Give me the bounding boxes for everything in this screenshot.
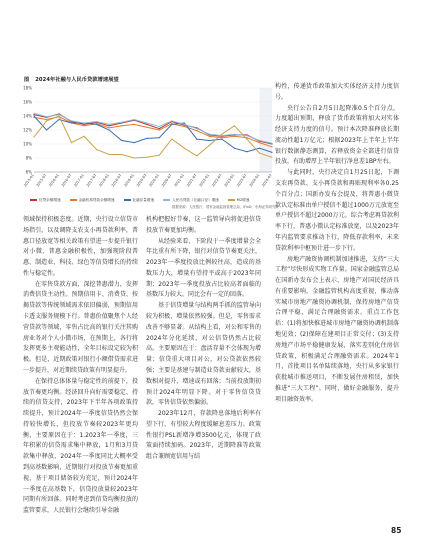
paragraph: 央行公告自2月5日起降准0.5个百分点，力度超出预期，释放了货币政策将加大对实体经济支持力度的信号。预计本次降准释放长期流动性超1万亿元；根据2023年上半年上半年银行数据静态测算，若释放资金全部进行信贷投放，有助增厚上半年银行净息差1BP左右。 xyxy=(275,104,399,166)
legend-label: 信贷余额增速 xyxy=(39,198,61,202)
series-point-4 xyxy=(121,154,122,155)
legend-item xyxy=(163,198,219,203)
series-point-4 xyxy=(109,154,110,155)
series-point-3 xyxy=(84,122,85,123)
x-tick-label: 2015-07 xyxy=(35,173,48,188)
series-point-3 xyxy=(134,119,135,120)
series-point-3 xyxy=(159,126,160,127)
series-point-3 xyxy=(259,140,260,141)
series-point-4 xyxy=(196,155,197,156)
series-point-1 xyxy=(209,136,210,137)
legend-swatch xyxy=(124,199,131,201)
series-point-2 xyxy=(209,140,210,141)
series-point-3 xyxy=(271,143,272,144)
text-column-left xyxy=(23,215,138,517)
series-point-3 xyxy=(109,124,110,125)
series-point-1 xyxy=(184,126,185,127)
series-point-3 xyxy=(184,124,185,125)
series-point-3 xyxy=(58,114,59,115)
x-tick-label: 2024-07 xyxy=(261,173,273,188)
x-tick-label: 2018-01 xyxy=(98,173,110,188)
series-point-4 xyxy=(58,115,59,116)
paragraph: 房地产融资协调机制加速推进，支持“三大工程”尽快形成实物工作量。国家金融监管总局在国新办发布会上表示，房地产对国民经济具有重要影响，金融监管机构高度重视，推动落实城市房地产融资协调机制，保持房地产信贷合理平稳，满足合理融资需求。重点工作包括：(1)将加快推进城市房地产融资协调机制落地见效；(2)保障在建项目正常交付；(3)支持房地产市场平稳健康发展，落实差别化住房信贷政策，积极满足合理融资需求。2024年1月，首批项目名单陆续落地，央行从多家银行获批城市推送项目，不断发展住房租赁，加快推进“三大工程”。同时，做好金融服务，提升项目融资效率。 xyxy=(275,255,399,403)
series-point-4 xyxy=(259,153,260,154)
series-point-0 xyxy=(109,125,110,126)
series-point-2 xyxy=(234,148,235,149)
series-point-2 xyxy=(159,137,160,138)
legend-label: 金融机构贷款余额增速 xyxy=(78,198,115,202)
series-point-3 xyxy=(121,122,122,123)
series-point-4 xyxy=(209,145,210,146)
series-point-2 xyxy=(171,124,172,125)
legend-item xyxy=(30,198,61,203)
y-tick-label: 16% xyxy=(23,99,32,105)
series-point-2 xyxy=(196,139,197,140)
y-tick-label: 10% xyxy=(23,141,32,147)
paragraph: 2023年12月，存款降息落地后利率有望下行，有望较大程度缓解息差压力。政策性银行PSL新增净增3500亿元，体现了政策面持续加码。2023年，近期降准等政策组合兼顾宽信用与结 xyxy=(146,410,261,461)
series-point-2 xyxy=(134,142,135,143)
x-tick-label: 2021-01 xyxy=(173,173,186,188)
series-point-3 xyxy=(46,116,47,117)
x-tick-label: 2015-01 xyxy=(23,173,35,188)
series-point-4 xyxy=(146,157,147,158)
figure-number: 图 xyxy=(24,77,30,83)
figure-title-text: 2024年社融与人民币贷款增速展望 xyxy=(35,77,119,83)
legend-item xyxy=(228,198,250,203)
x-tick-label: 2017-07 xyxy=(85,173,98,188)
series-point-0 xyxy=(33,114,34,115)
series-point-3 xyxy=(96,121,97,122)
series-point-3 xyxy=(234,134,235,135)
text-column-middle xyxy=(146,215,261,463)
series-point-4 xyxy=(134,157,135,158)
series-point-3 xyxy=(171,120,172,121)
x-tick-label: 2016-07 xyxy=(60,173,73,188)
series-point-1 xyxy=(109,127,110,128)
x-tick-label: 2016-01 xyxy=(48,173,60,188)
series-point-1 xyxy=(134,124,135,125)
paragraph: 与此同时，央行决定自1月25日起，下调支农再贷款、支小再贷款和再贴现利率各0.25个百分点；国新办发布会提及，将普惠小微贷款认定标准由单户授信不超过1000万元放宽至单户授信不超过2000万元。综合考虑再贷款利率下行，普惠小微认定标准放宽，以及2023年年内监管要求推动下行，降低存款利率，未来贷款利率中枢预计进一步下行。 xyxy=(275,169,399,252)
paragraph: 领域保持积极态度。近期，央行设立信贷市场指引，以及调降支农支小再贷款利率，普惠口径放宽等相关政策有望进一步提升银行对小微、普惠金融积极性，加强现阶段普惠、制造业、科技、绿色等信贷增长的持续性与稳定性。 xyxy=(23,216,138,277)
series-point-4 xyxy=(71,142,72,143)
y-tick-label: 12% xyxy=(23,127,32,133)
series-point-2 xyxy=(259,148,260,149)
series-point-1 xyxy=(271,146,272,147)
series-point-4 xyxy=(246,139,247,140)
x-tick-label: 2023-01 xyxy=(223,173,236,188)
series-point-4 xyxy=(234,125,235,126)
legend-swatch xyxy=(163,199,170,201)
series-point-4 xyxy=(171,139,172,140)
legend-label: 人民币贷款（社融口径）增速 xyxy=(172,198,219,202)
x-tick-label: 2022-07 xyxy=(211,173,223,188)
series-point-2 xyxy=(58,119,59,120)
chart-svg xyxy=(18,84,276,194)
series-point-2 xyxy=(184,122,185,123)
x-tick-label: 2020-07 xyxy=(160,173,173,188)
series-point-2 xyxy=(121,140,122,141)
series-point-4 xyxy=(33,136,34,137)
series-point-4 xyxy=(221,134,222,135)
page-number: 85 xyxy=(391,526,402,535)
legend-item xyxy=(70,198,115,203)
series-point-4 xyxy=(271,157,272,158)
series-point-1 xyxy=(46,119,47,120)
series-point-0 xyxy=(146,124,147,125)
series-point-3 xyxy=(71,120,72,121)
x-tick-label: 2018-07 xyxy=(110,173,123,188)
series-point-2 xyxy=(246,151,247,152)
series-point-2 xyxy=(109,129,110,130)
x-tick-label: 2019-01 xyxy=(123,173,136,188)
x-tick-label: 2022-01 xyxy=(198,173,211,188)
paragraph: 机构把握好节奏，这一监管导向将促进信贷投放节奏更加均衡。 xyxy=(146,216,261,234)
paragraph: 在保持总体体量与稳定性的前提下，投放节奏更均衡。经济回升向好需要稳定、持续的信贷支持，2023年下半年各项政策持续提升，预计2024年一季度信贷仍然会保持较快增长，但投放节奏较2023年更均衡，主要原因在于：1.2023年一季度，三年积累的信贷需求集中释放，1月和3月贷款集中释放，2024年一季度同比大概率受到高基数影响，近期银行对投放节奏更加重视，基于项目储备较为充足，预计2024年一季度在高基数下，信贷投放量较2023年同期有所回落。同时考虑到信贷均衡投放的监管要求，人民银行会继续引导金融 xyxy=(23,377,138,515)
series-point-1 xyxy=(196,130,197,131)
series-point-4 xyxy=(96,149,97,150)
x-tick-label: 2017-01 xyxy=(73,173,85,188)
y-tick-label: 6% xyxy=(25,169,32,175)
y-tick-label: 14% xyxy=(23,113,32,119)
series-point-1 xyxy=(159,129,160,130)
y-tick-label: 8% xyxy=(25,155,32,161)
legend-label: M2增速 xyxy=(236,198,250,202)
legend-item xyxy=(124,198,155,203)
text-column-right xyxy=(275,82,399,405)
series-point-2 xyxy=(71,122,72,123)
chart-legend xyxy=(30,198,280,203)
series-point-1 xyxy=(234,136,235,137)
x-tick-label: 2021-07 xyxy=(185,173,198,188)
legend-swatch xyxy=(70,199,77,201)
legend-label: 社融存量增速 xyxy=(132,198,155,202)
figure-source: 数据来源：人民银行，国家金融监督管理总局，iFinD，东海证券研究所 xyxy=(172,205,279,209)
series-point-1 xyxy=(146,127,147,128)
series-point-3 xyxy=(146,122,147,123)
chart xyxy=(18,84,276,194)
legend-swatch xyxy=(228,199,235,201)
series-point-1 xyxy=(221,137,222,138)
series-point-2 xyxy=(46,129,47,130)
series-point-3 xyxy=(209,134,210,135)
series-point-1 xyxy=(121,125,122,126)
y-tick-label: 18% xyxy=(23,85,32,91)
series-point-2 xyxy=(96,124,97,125)
paragraph: 在零售贷款方面，深挖普惠潜力，发挥消费信贷主动性。预期信用卡、消费贷、按揭贷款等传统领域需求依旧偏弱，预期信用卡透支服务规模下行。普惠价值聚焦个人经营贷款等领域，零售占比高的银行关注其购房业务对个人小微市场，在预期上，各行将发挥更多主观能动性，全年目标设定较为积极。但是，近期政策对银行小额借贷需求进一步提升，对近期续贷政策有明显提升。 xyxy=(23,280,138,374)
x-tick-label: 2019-07 xyxy=(135,173,148,188)
series-point-3 xyxy=(33,113,34,114)
series-point-2 xyxy=(221,139,222,140)
x-tick-label: 2024-01 xyxy=(248,173,261,188)
x-tick-label: 2020-01 xyxy=(148,173,161,188)
series-point-4 xyxy=(184,148,185,149)
series-point-2 xyxy=(271,152,272,153)
series-point-3 xyxy=(246,135,247,136)
x-tick-label: 2023-07 xyxy=(236,173,248,188)
series-point-2 xyxy=(146,138,147,139)
series-point-0 xyxy=(84,124,85,125)
series-point-3 xyxy=(196,128,197,129)
series-point-4 xyxy=(84,136,85,137)
paragraph: 基于信贷增量与结构两手抓的监管导向较为积极，增量依然较强。但是，零售需求改善不够显著。从结构上看，对公和零售的2024年分化延续，对公信贷仍然占比较高。主要原因在于：盘活存量不会体现为增量；信贷重大项目对公，对公贷款依然较强；主要是基建与制造业贷款贡献较大，基数相对提升，增速或有回落；当前投放期初预计2024年明显下降。对于零售信贷贷款，零售信贷依然偏弱。 xyxy=(146,302,261,407)
paragraph: 构性，传递货币政策加大实体经济支持力度信号。 xyxy=(275,83,399,101)
figure-title xyxy=(24,76,119,83)
legend-swatch xyxy=(30,199,37,201)
paragraph: 从经验来看，下阶段于一季度增量会全年比重有所下降，银行对信贷节奏更关注，2023年一季度投放比例较往高，造成的基数压力大，增量有望持平或高于2023年同期；2023年一季度投放占比较高者面临的基数压力较大，同比会有一定的回落。 xyxy=(146,237,261,299)
series-point-1 xyxy=(259,142,260,143)
series-point-2 xyxy=(33,115,34,116)
series-point-1 xyxy=(84,125,85,126)
series-point-4 xyxy=(46,120,47,121)
series-line-1 xyxy=(34,117,272,147)
series-point-0 xyxy=(159,128,160,129)
series-point-4 xyxy=(159,155,160,156)
